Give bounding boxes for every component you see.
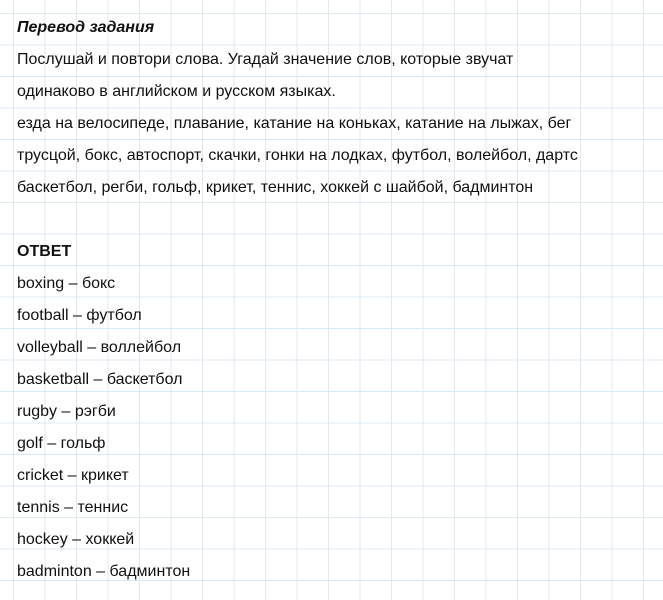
task-line: Послушай и повтори слова. Угадай значение слов, которые звучат [17,51,514,68]
answer-item: cricket – крикет [17,467,129,484]
task-title: Перевод задания [17,19,155,36]
answer-item: boxing – бокс [17,275,116,292]
answer-item: basketball – баскетбол [17,371,183,388]
answer-item: tennis – теннис [17,499,129,516]
task-line: баскетбол, регби, гольф, крикет, теннис, хоккей с шайбой, бадминтон [17,179,534,196]
answer-item: badminton – бадминтон [17,563,191,580]
task-line: одинаково в английском и русском языках. [17,83,336,100]
task-line: езда на велосипеде, плавание, катание на коньках, катание на лыжах, бег [17,115,572,132]
answer-heading: ОТВЕТ [17,243,72,260]
spacer [17,204,657,236]
answer-item: hockey – хоккей [17,531,135,548]
answer-item: football – футбол [17,307,142,324]
answer-item: volleyball – воллейбол [17,339,182,356]
answer-item: rugby – рэгби [17,403,116,420]
task-line: трусцой, бокс, автоспорт, скачки, гонки на лодках, футбол, волейбол, дартс [17,147,578,164]
answer-item: golf – гольф [17,435,106,452]
document [17,12,657,588]
